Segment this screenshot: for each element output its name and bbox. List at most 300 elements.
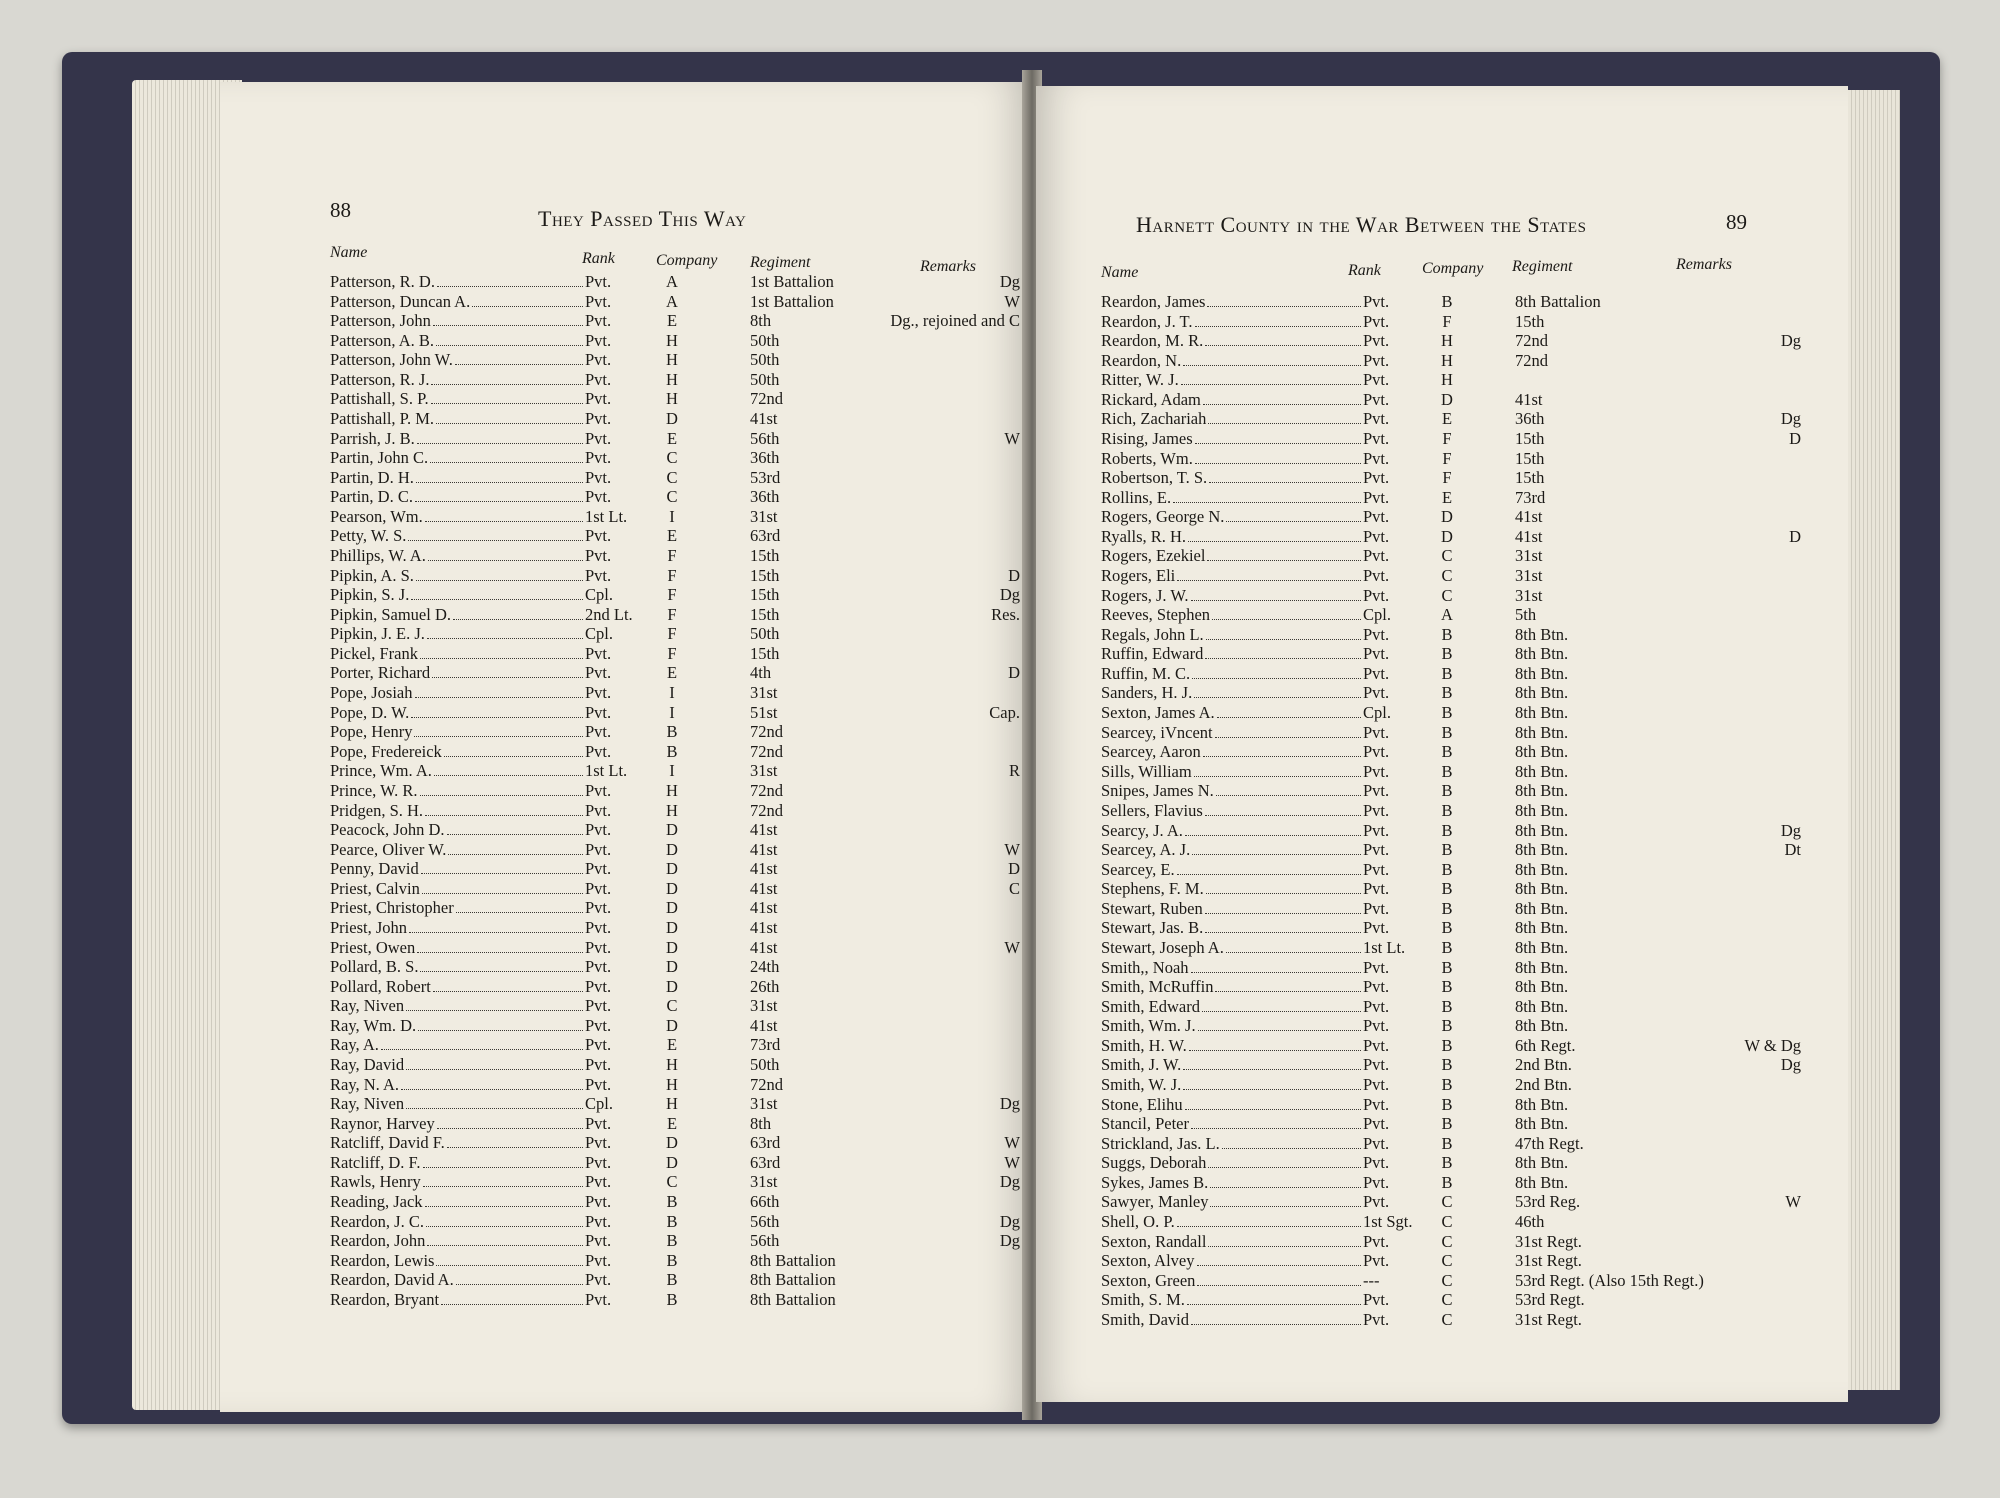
leader-dots bbox=[1207, 292, 1361, 307]
soldier-name: Smith, H. W. bbox=[1101, 1035, 1187, 1055]
soldier-name: Pipkin, J. E. J. bbox=[330, 624, 425, 644]
soldier-name: Reeves, Stephen bbox=[1101, 605, 1211, 625]
regiment-cell: 53rd Reg. bbox=[1515, 1192, 1581, 1212]
soldier-name: Pearson, Wm. bbox=[330, 506, 423, 526]
leader-dots bbox=[1203, 390, 1361, 405]
leader-dots bbox=[1222, 1134, 1361, 1149]
table-row bbox=[1101, 997, 1801, 1017]
column-header-regiment: Regiment bbox=[750, 254, 811, 271]
soldier-name: Smith, Wm. J. bbox=[1101, 1016, 1196, 1036]
company-cell: H bbox=[1441, 350, 1453, 370]
name-cell bbox=[330, 683, 585, 703]
soldier-name: Sawyer, Manley bbox=[1101, 1192, 1209, 1212]
regiment-cell: 72nd bbox=[750, 1074, 783, 1094]
regiment-cell: 31st Regt. bbox=[1515, 1231, 1582, 1251]
name-cell bbox=[330, 1251, 585, 1271]
table-row bbox=[1101, 860, 1801, 880]
rank-cell: Pvt. bbox=[585, 976, 612, 996]
table-row bbox=[1101, 1114, 1801, 1134]
soldier-name: Patterson, Duncan A. bbox=[330, 291, 471, 311]
regiment-cell: 72nd bbox=[750, 722, 783, 742]
regiment-cell: 8th Btn. bbox=[1515, 644, 1569, 664]
table-row bbox=[330, 526, 1020, 546]
regiment-cell: 8th Btn. bbox=[1515, 1172, 1569, 1192]
regiment-cell: 41st bbox=[750, 839, 778, 859]
rank-cell: Pvt. bbox=[585, 1289, 612, 1309]
company-cell: D bbox=[666, 917, 678, 937]
company-cell: B bbox=[1441, 1074, 1453, 1094]
leader-dots bbox=[1189, 1036, 1361, 1051]
rank-cell: 2nd Lt. bbox=[585, 604, 633, 624]
regiment-cell: 50th bbox=[750, 330, 780, 350]
regiment-cell: 8th Battalion bbox=[1515, 292, 1601, 311]
rank-cell: Pvt. bbox=[585, 467, 612, 487]
soldier-name: Pipkin, A. S. bbox=[330, 565, 414, 585]
company-cell: I bbox=[669, 702, 675, 722]
rank-cell: Pvt. bbox=[1363, 918, 1390, 938]
company-cell: C bbox=[1441, 1309, 1453, 1329]
name-cell bbox=[1101, 566, 1363, 586]
name-cell bbox=[330, 742, 585, 762]
remarks-cell: W bbox=[1004, 937, 1020, 957]
soldier-name: Ray, A. bbox=[330, 1035, 379, 1055]
regiment-cell: 8th Btn. bbox=[1515, 1114, 1569, 1134]
table-row bbox=[1101, 1075, 1801, 1095]
name-cell bbox=[1101, 331, 1363, 351]
rank-cell: Pvt. bbox=[1363, 311, 1390, 331]
name-cell bbox=[1101, 1232, 1363, 1252]
name-cell bbox=[1101, 586, 1363, 606]
table-row bbox=[330, 663, 1020, 683]
name-cell bbox=[1101, 507, 1363, 527]
leader-dots bbox=[1177, 1212, 1361, 1227]
regiment-cell: 50th bbox=[750, 369, 780, 389]
company-cell: F bbox=[667, 643, 677, 663]
regiment-cell: 31st bbox=[750, 683, 778, 703]
leader-dots bbox=[1208, 1153, 1361, 1168]
remarks-cell: Cap. bbox=[989, 702, 1020, 722]
regiment-cell: 50th bbox=[750, 350, 780, 370]
soldier-name: Pattishall, P. M. bbox=[330, 409, 435, 429]
soldier-name: Patterson, A. B. bbox=[330, 330, 435, 350]
table-row bbox=[330, 1094, 1020, 1114]
soldier-name: Stewart, Joseph A. bbox=[1101, 937, 1224, 957]
column-header-name: Name bbox=[1101, 264, 1139, 281]
table-row bbox=[1101, 331, 1801, 351]
leader-dots bbox=[1206, 625, 1361, 640]
name-cell bbox=[330, 526, 585, 546]
regiment-cell: 8th Btn. bbox=[1515, 898, 1569, 918]
table-row bbox=[330, 1075, 1020, 1095]
soldier-name: Reardon, M. R. bbox=[1101, 331, 1204, 351]
page-number: 88 bbox=[330, 198, 351, 222]
regiment-cell: 63rd bbox=[750, 1152, 781, 1172]
leader-dots bbox=[433, 311, 583, 326]
regiment-cell: 63rd bbox=[750, 526, 781, 546]
leader-dots bbox=[430, 448, 583, 463]
company-cell: A bbox=[666, 291, 678, 311]
leader-dots bbox=[431, 389, 583, 404]
rank-cell: Pvt. bbox=[1363, 840, 1390, 860]
name-cell bbox=[330, 977, 585, 997]
name-cell bbox=[1101, 625, 1363, 645]
name-cell bbox=[1101, 781, 1363, 801]
name-cell bbox=[1101, 938, 1363, 958]
table-row bbox=[1101, 1055, 1801, 1075]
rank-cell: Pvt. bbox=[1363, 1114, 1390, 1134]
leader-dots bbox=[1197, 1251, 1362, 1266]
regiment-cell: 72nd bbox=[750, 800, 783, 820]
name-cell bbox=[330, 1133, 585, 1153]
soldier-name: Ryalls, R. H. bbox=[1101, 526, 1187, 546]
company-cell: C bbox=[1441, 1251, 1453, 1271]
rank-cell: Pvt. bbox=[585, 643, 612, 663]
leader-dots bbox=[415, 487, 583, 502]
soldier-name: Pipkin, S. J. bbox=[330, 585, 410, 605]
company-cell: I bbox=[669, 683, 675, 703]
rank-cell: Pvt. bbox=[1363, 546, 1390, 566]
remarks-cell: Dg bbox=[1780, 331, 1801, 351]
soldier-name: Sexton, Randall bbox=[1101, 1231, 1207, 1251]
table-row bbox=[1101, 429, 1801, 449]
rank-cell: Pvt. bbox=[585, 330, 612, 350]
name-cell bbox=[1101, 860, 1363, 880]
table-row bbox=[330, 1270, 1020, 1290]
table-row bbox=[1101, 507, 1801, 527]
regiment-cell: 1st Battalion bbox=[750, 272, 834, 291]
regiment-cell: 8th Battalion bbox=[750, 1289, 836, 1309]
rank-cell: Cpl. bbox=[585, 1094, 613, 1114]
table-row bbox=[1101, 468, 1801, 488]
soldier-name: Ritter, W. J. bbox=[1101, 370, 1179, 390]
regiment-cell: 8th Btn. bbox=[1515, 761, 1569, 781]
table-row bbox=[1101, 977, 1801, 997]
regiment-cell: 31st bbox=[750, 996, 778, 1016]
rank-cell: Pvt. bbox=[585, 1054, 612, 1074]
rank-cell: Pvt. bbox=[585, 1250, 612, 1270]
roster-table bbox=[330, 272, 1020, 1310]
company-cell: H bbox=[666, 800, 678, 820]
leader-dots bbox=[427, 624, 583, 639]
company-cell: F bbox=[667, 604, 677, 624]
rank-cell: Pvt. bbox=[1363, 1309, 1390, 1329]
soldier-name: Ray, Niven bbox=[330, 1094, 405, 1114]
table-row bbox=[1101, 801, 1801, 821]
table-row bbox=[1101, 1310, 1801, 1330]
rank-cell: Pvt. bbox=[585, 820, 612, 840]
table-row bbox=[330, 1251, 1020, 1271]
leader-dots bbox=[433, 977, 583, 992]
rank-cell: Pvt. bbox=[1363, 761, 1390, 781]
company-cell: B bbox=[1441, 800, 1453, 820]
rank-cell: Pvt. bbox=[1363, 1016, 1390, 1036]
name-cell bbox=[1101, 409, 1363, 429]
table-row bbox=[1101, 527, 1801, 547]
table-row bbox=[330, 429, 1020, 449]
remarks-cell: Dg bbox=[999, 1094, 1020, 1114]
rank-cell: Pvt. bbox=[585, 702, 612, 722]
regiment-cell: 31st bbox=[750, 761, 778, 781]
regiment-cell: 73rd bbox=[750, 1035, 781, 1055]
rank-cell: Pvt. bbox=[1363, 1133, 1390, 1153]
leader-dots bbox=[447, 820, 583, 835]
soldier-name: Strickland, Jas. L. bbox=[1101, 1133, 1220, 1153]
company-cell: C bbox=[666, 1172, 678, 1192]
leader-dots bbox=[425, 1192, 583, 1207]
company-cell: F bbox=[1442, 468, 1452, 488]
table-row bbox=[1101, 351, 1801, 371]
soldier-name: Regals, John L. bbox=[1101, 624, 1204, 644]
regiment-cell: 72nd bbox=[1515, 350, 1548, 370]
name-cell bbox=[1101, 312, 1363, 332]
soldier-name: Shell, O. P. bbox=[1101, 1211, 1175, 1231]
table-row bbox=[330, 898, 1020, 918]
table-row bbox=[330, 996, 1020, 1016]
regiment-cell: 41st bbox=[750, 878, 778, 898]
soldier-name: Partin, D. C. bbox=[330, 487, 413, 507]
leader-dots bbox=[417, 429, 583, 444]
table-row bbox=[330, 879, 1020, 899]
soldier-name: Sellers, Flavius bbox=[1101, 800, 1203, 820]
rank-cell: Pvt. bbox=[1363, 370, 1390, 390]
rank-cell: Pvt. bbox=[585, 272, 612, 291]
soldier-name: Partin, John C. bbox=[330, 448, 429, 468]
table-row bbox=[330, 311, 1020, 331]
leader-dots bbox=[1191, 1114, 1361, 1129]
leader-dots bbox=[472, 292, 583, 307]
rank-cell: Pvt. bbox=[1363, 820, 1390, 840]
company-cell: B bbox=[666, 722, 678, 742]
soldier-name: Searcey, A. J. bbox=[1101, 840, 1191, 860]
leader-dots bbox=[1192, 840, 1361, 855]
leader-dots bbox=[1208, 1232, 1361, 1247]
leader-dots bbox=[411, 585, 583, 600]
name-cell bbox=[1101, 1016, 1363, 1036]
table-row bbox=[330, 820, 1020, 840]
soldier-name: Rogers, Eli bbox=[1101, 566, 1176, 586]
rank-cell: Pvt. bbox=[1363, 663, 1390, 683]
roster-table bbox=[1101, 292, 1801, 1330]
remarks-cell: Dt bbox=[1784, 840, 1801, 860]
table-row bbox=[330, 1016, 1020, 1036]
regiment-cell: 15th bbox=[1515, 448, 1545, 468]
company-cell: F bbox=[1442, 429, 1452, 449]
remarks-cell: W bbox=[1785, 1192, 1801, 1212]
table-row bbox=[1101, 664, 1801, 684]
regiment-cell: 8th Btn. bbox=[1515, 879, 1569, 899]
leader-dots bbox=[1194, 762, 1361, 777]
name-cell bbox=[330, 292, 585, 312]
leader-dots bbox=[447, 1133, 583, 1148]
soldier-name: Raynor, Harvey bbox=[330, 1113, 435, 1133]
company-cell: F bbox=[667, 546, 677, 566]
name-cell bbox=[330, 350, 585, 370]
regiment-cell: 8th Btn. bbox=[1515, 996, 1569, 1016]
rank-cell: Pvt. bbox=[1363, 1251, 1390, 1271]
remarks-cell: Res. bbox=[991, 604, 1020, 624]
soldier-name: Searcey, E. bbox=[1101, 859, 1175, 879]
rank-cell: Pvt. bbox=[1363, 429, 1390, 449]
company-cell: D bbox=[666, 1152, 678, 1172]
company-cell: F bbox=[667, 585, 677, 605]
name-cell bbox=[330, 1231, 585, 1251]
name-cell bbox=[330, 840, 585, 860]
regiment-cell: 15th bbox=[1515, 468, 1545, 488]
leader-dots bbox=[411, 703, 583, 718]
company-cell: B bbox=[1441, 840, 1453, 860]
rank-cell: Pvt. bbox=[585, 546, 612, 566]
soldier-name: Phillips, W. A. bbox=[330, 546, 426, 566]
name-cell bbox=[330, 566, 585, 586]
table-row bbox=[330, 1153, 1020, 1173]
company-cell: I bbox=[669, 761, 675, 781]
regiment-cell: 36th bbox=[750, 448, 780, 468]
remarks-cell: W bbox=[1004, 1152, 1020, 1172]
company-cell: H bbox=[666, 1054, 678, 1074]
rank-cell: Pvt. bbox=[1363, 859, 1390, 879]
soldier-name: Priest, Owen bbox=[330, 937, 416, 957]
rank-cell: Pvt. bbox=[585, 800, 612, 820]
table-row bbox=[1101, 1232, 1801, 1252]
table-row bbox=[330, 389, 1020, 409]
name-cell bbox=[330, 389, 585, 409]
soldier-name: Pope, D. W. bbox=[330, 702, 410, 722]
soldier-name: Priest, Christopher bbox=[330, 898, 454, 918]
name-cell bbox=[330, 663, 585, 683]
remarks-cell: W bbox=[1004, 291, 1020, 311]
name-cell bbox=[1101, 899, 1363, 919]
soldier-name: Smith, David bbox=[1101, 1309, 1190, 1329]
name-cell bbox=[1101, 546, 1363, 566]
company-cell: B bbox=[1441, 1035, 1453, 1055]
regiment-cell: 8th Btn. bbox=[1515, 977, 1569, 997]
company-cell: D bbox=[666, 976, 678, 996]
company-cell: B bbox=[1441, 879, 1453, 899]
leader-dots bbox=[406, 996, 583, 1011]
regiment-cell: 53rd Regt. bbox=[1515, 1290, 1585, 1310]
leader-dots bbox=[1226, 507, 1361, 522]
regiment-cell: 41st bbox=[750, 1015, 778, 1035]
name-cell bbox=[1101, 1310, 1363, 1330]
table-row bbox=[330, 448, 1020, 468]
name-cell bbox=[1101, 351, 1363, 371]
soldier-name: Ray, Niven bbox=[330, 996, 405, 1016]
leader-dots bbox=[1205, 644, 1361, 659]
company-cell: B bbox=[1441, 781, 1453, 801]
table-row bbox=[1101, 762, 1801, 782]
regiment-cell: 56th bbox=[750, 428, 780, 448]
rank-cell: Pvt. bbox=[1363, 624, 1390, 644]
company-cell: B bbox=[1441, 1055, 1453, 1075]
company-cell: B bbox=[1441, 898, 1453, 918]
leader-dots bbox=[420, 781, 583, 796]
remarks-cell: Dg bbox=[999, 1172, 1020, 1192]
soldier-name: Rogers, J. W. bbox=[1101, 585, 1189, 605]
table-row bbox=[1101, 683, 1801, 703]
regiment-cell: 26th bbox=[750, 976, 780, 996]
rank-cell: Pvt. bbox=[1363, 800, 1390, 820]
name-cell bbox=[330, 1016, 585, 1036]
leader-dots bbox=[444, 742, 583, 757]
regiment-cell: 2nd Btn. bbox=[1515, 1074, 1572, 1094]
remarks-cell: Dg., rejoined and C bbox=[890, 311, 1020, 331]
column-header-company: Company bbox=[656, 252, 718, 269]
name-cell bbox=[1101, 1271, 1363, 1291]
table-row bbox=[1101, 703, 1801, 723]
regiment-cell: 8th Btn. bbox=[1515, 683, 1569, 703]
rank-cell: Pvt. bbox=[1363, 1192, 1390, 1212]
company-cell: C bbox=[1441, 566, 1453, 586]
rank-cell: Pvt. bbox=[1363, 1172, 1390, 1192]
name-cell bbox=[330, 409, 585, 429]
rank-cell: Pvt. bbox=[1363, 1035, 1390, 1055]
soldier-name: Sykes, James B. bbox=[1101, 1172, 1209, 1192]
name-cell bbox=[1101, 468, 1363, 488]
regiment-cell: 36th bbox=[1515, 409, 1545, 429]
name-cell bbox=[1101, 1212, 1363, 1232]
company-cell: B bbox=[1441, 1094, 1453, 1114]
name-cell bbox=[1101, 1036, 1363, 1056]
company-cell: E bbox=[666, 1113, 678, 1133]
leader-dots bbox=[1208, 409, 1361, 424]
company-cell: B bbox=[1441, 937, 1453, 957]
regiment-cell: 51st bbox=[750, 702, 778, 722]
table-row bbox=[330, 1133, 1020, 1153]
name-cell bbox=[330, 801, 585, 821]
rank-cell: Pvt. bbox=[585, 780, 612, 800]
page-edges-right bbox=[1840, 90, 1900, 1390]
leader-dots bbox=[1187, 1290, 1361, 1305]
regiment-cell: 73rd bbox=[1515, 487, 1546, 507]
name-cell bbox=[330, 311, 585, 331]
name-cell bbox=[330, 507, 585, 527]
company-cell: E bbox=[666, 526, 678, 546]
rank-cell: Pvt. bbox=[585, 565, 612, 585]
name-cell bbox=[1101, 527, 1363, 547]
remarks-cell: Dg bbox=[1780, 1055, 1801, 1075]
regiment-cell: 66th bbox=[750, 1191, 780, 1211]
table-row bbox=[330, 1212, 1020, 1232]
remarks-cell: D bbox=[1008, 859, 1020, 879]
regiment-cell: 50th bbox=[750, 1054, 780, 1074]
leader-dots bbox=[416, 468, 583, 483]
regiment-cell: 31st Regt. bbox=[1515, 1309, 1582, 1329]
name-cell bbox=[1101, 449, 1363, 469]
company-cell: A bbox=[666, 272, 678, 291]
regiment-cell: 8th Btn. bbox=[1515, 722, 1569, 742]
regiment-cell: 6th Regt. bbox=[1515, 1035, 1576, 1055]
name-cell bbox=[1101, 370, 1363, 390]
table-row bbox=[1101, 312, 1801, 332]
rank-cell: Pvt. bbox=[1363, 996, 1390, 1016]
soldier-name: Reading, Jack bbox=[330, 1191, 423, 1211]
soldier-name: Reardon, Lewis bbox=[330, 1250, 435, 1270]
soldier-name: Robertson, T. S. bbox=[1101, 468, 1208, 488]
rank-cell: Pvt. bbox=[1363, 879, 1390, 899]
company-cell: B bbox=[1441, 624, 1453, 644]
rank-cell: Pvt. bbox=[585, 487, 612, 507]
table-row bbox=[1101, 1173, 1801, 1193]
name-cell bbox=[330, 879, 585, 899]
name-cell bbox=[330, 761, 585, 781]
rank-cell: Pvt. bbox=[585, 741, 612, 761]
name-cell bbox=[1101, 1251, 1363, 1271]
soldier-name: Patterson, John bbox=[330, 311, 431, 331]
rank-cell: Pvt. bbox=[585, 898, 612, 918]
company-cell: D bbox=[1441, 389, 1453, 409]
regiment-cell: 4th bbox=[750, 663, 772, 683]
leader-dots bbox=[1203, 742, 1361, 757]
